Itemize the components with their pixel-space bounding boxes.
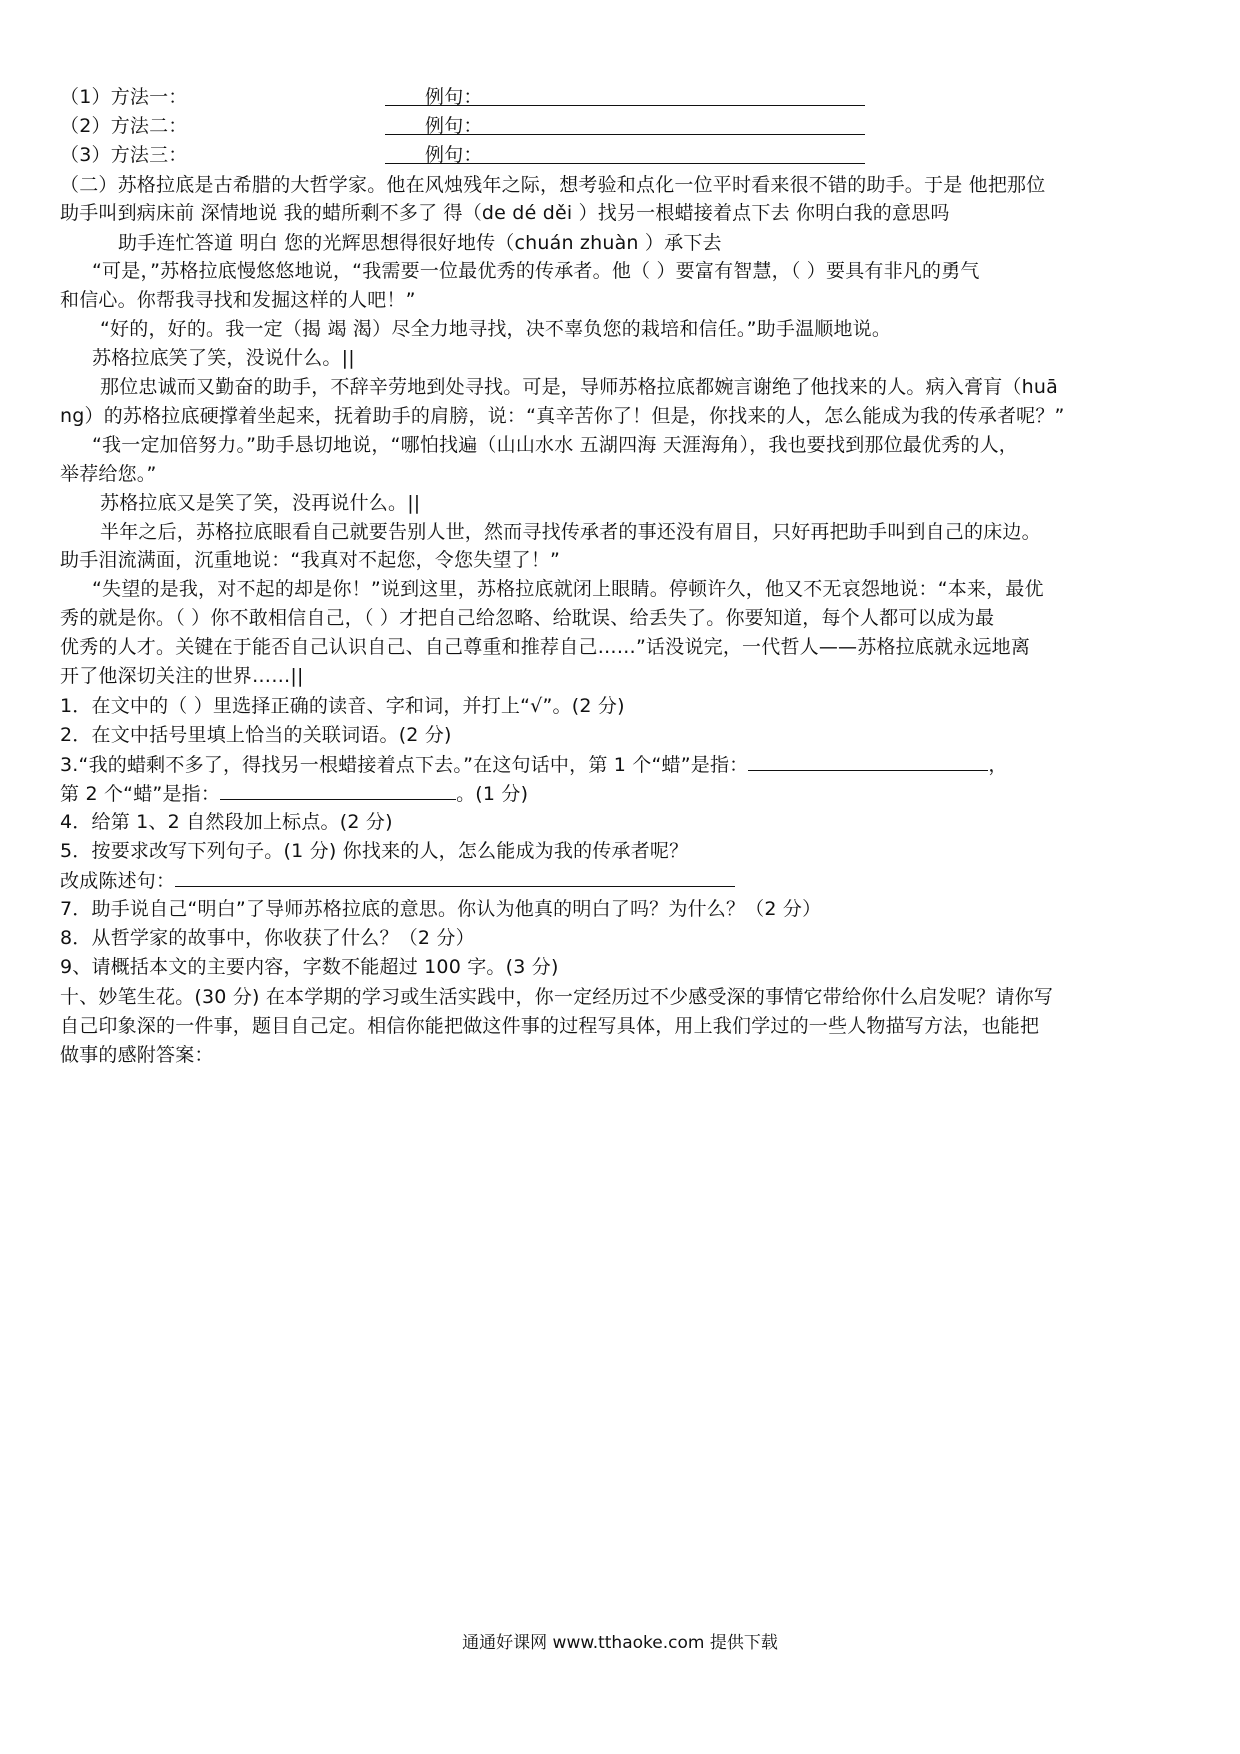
method-row-3 xyxy=(60,141,1190,169)
question-5-answer xyxy=(60,866,1190,895)
passage-line: 那位忠诚而又勤奋的助手，不辞辛劳地到处寻找。可是，导师苏格拉底都婉言谢绝了他找来的人。病入膏肓（huā xyxy=(100,376,1058,398)
passage-line: 秀的就是你。（ ）你不敢相信自己，（ ）才把自己给忽略、给耽误、给丢失了。你要知道，每个人都可以成为最 xyxy=(60,607,995,629)
question-3 xyxy=(60,750,1190,779)
example-label: 例句： xyxy=(425,86,483,108)
question-9: 9、请概括本文的主要内容，字数不能超过 100 字。(3 分) xyxy=(60,956,559,978)
answer-blank[interactable] xyxy=(385,147,865,164)
method-row-2 xyxy=(60,112,1190,140)
method-row-1 xyxy=(60,83,1190,111)
question-8: 8．从哲学家的故事中，你收获了什么？（2 分） xyxy=(60,927,475,949)
passage-line: “我一定加倍努力。”助手恳切地说，“哪怕找遍（山山水水 五湖四海 天涯海角），我也要找到那位最优秀的人， xyxy=(92,434,1019,456)
answer-blank[interactable] xyxy=(748,750,988,771)
passage-line: 苏格拉底又是笑了笑，没再说什么。|| xyxy=(100,492,421,514)
method-label: （1）方法一： xyxy=(60,86,188,108)
composition-line: 自己印象深的一件事，题目自己定。相信你能把做这件事的过程写具体，用上我们学过的一些人物描写方法，也能把 xyxy=(60,1015,1040,1037)
question-5: 5．按要求改写下列句子。(1 分) 你找来的人，怎么能成为我的传承者呢？ xyxy=(60,840,689,862)
example-label: 例句： xyxy=(425,115,483,137)
question-3-score: 。(1 分) xyxy=(456,783,529,805)
passage-line: 和信心。你帮我寻找和发掘这样的人吧！” xyxy=(60,289,416,311)
question-7: 7．助手说自己“明白”了导师苏格拉底的意思。你认为他真的明白了吗？为什么？（2 分） xyxy=(60,898,822,920)
method-label: （2）方法二： xyxy=(60,115,188,137)
composition-line: 做事的感附答案： xyxy=(60,1044,214,1066)
passage-line: 举荐给您。” xyxy=(60,463,157,485)
passage-line: 半年之后，苏格拉底眼看自己就要告别人世，然而寻找传承者的事还没有眉目，只好再把助手叫到自己的床边。 xyxy=(100,521,1041,543)
answer-blank[interactable] xyxy=(220,779,456,800)
passage-line: “可是，”苏格拉底慢悠悠地说，“我需要一位最优秀的传承者。他（ ）要富有智慧，（ ）要具有非凡的勇气 xyxy=(92,260,980,282)
question-3-punct: ， xyxy=(988,754,1008,776)
answer-blank[interactable] xyxy=(385,118,865,135)
passage-line: 助手连忙答道 明白 您的光辉思想得很好地传（chuán zhuàn ）承下去 xyxy=(118,232,722,254)
answer-blank[interactable] xyxy=(385,89,865,106)
example-label: 例句： xyxy=(425,144,483,166)
answer-blank[interactable] xyxy=(175,866,735,887)
method-label: （3）方法三： xyxy=(60,144,188,166)
passage-line: 优秀的人才。关键在于能否自己认识自己、自己尊重和推荐自己……”话没说完，一代哲人——苏格拉底就永远地离 xyxy=(60,636,1031,658)
page-footer: 通通好课网 www.tthaoke.com 提供下载 xyxy=(462,1633,778,1653)
question-3-cont xyxy=(60,779,1190,808)
question-4: 4．给第 1、2 自然段加上标点。(2 分) xyxy=(60,811,393,833)
passage-line: 助手泪流满面，沉重地说：“我真对不起您，令您失望了！” xyxy=(60,549,561,571)
question-5-label: 改成陈述句： xyxy=(60,870,176,892)
passage-line: 助手叫到病床前 深情地说 我的蜡所剩不多了 得（de dé děi ）找另一根蜡接着点下去 你明白我的意思吗 xyxy=(60,202,950,224)
passage-line: ng）的苏格拉底硬撑着坐起来，抚着助手的肩膀，说：“真辛苦你了！但是，你找来的人，怎么能成为我的传承者呢？” xyxy=(60,405,1065,427)
passage-line: （二）苏格拉底是古希腊的大哲学家。他在风烛残年之际，想考验和点化一位平时看来很不错的助手。于是 他把那位 xyxy=(60,174,1046,196)
question-3-text: 3.“我的蜡剩不多了，得找另一根蜡接着点下去。”在这句话中，第 1 个“蜡”是指： xyxy=(60,754,749,776)
passage-line: 苏格拉底笑了笑，没说什么。|| xyxy=(92,347,355,369)
question-3-text-2: 第 2 个“蜡”是指： xyxy=(60,783,221,805)
passage-line: “好的，好的。我一定（揭 竭 渴）尽全力地寻找，决不辜负您的栽培和信任。”助手温顺地说。 xyxy=(100,318,892,340)
passage-line: “失望的是我，对不起的却是你！”说到这里，苏格拉底就闭上眼睛。停顿许久，他又不无哀怨地说：“本来，最优 xyxy=(92,578,1044,600)
question-2: 2．在文中括号里填上恰当的关联词语。(2 分) xyxy=(60,724,452,746)
passage-line: 开了他深切关注的世界……|| xyxy=(60,665,304,687)
composition-line: 十、妙笔生花。(30 分) 在本学期的学习或生活实践中，你一定经历过不少感受深的事情它带给你什么启发呢？请你写 xyxy=(60,986,1054,1008)
question-1: 1．在文中的（ ）里选择正确的读音、字和词，并打上“√”。(2 分) xyxy=(60,695,625,717)
